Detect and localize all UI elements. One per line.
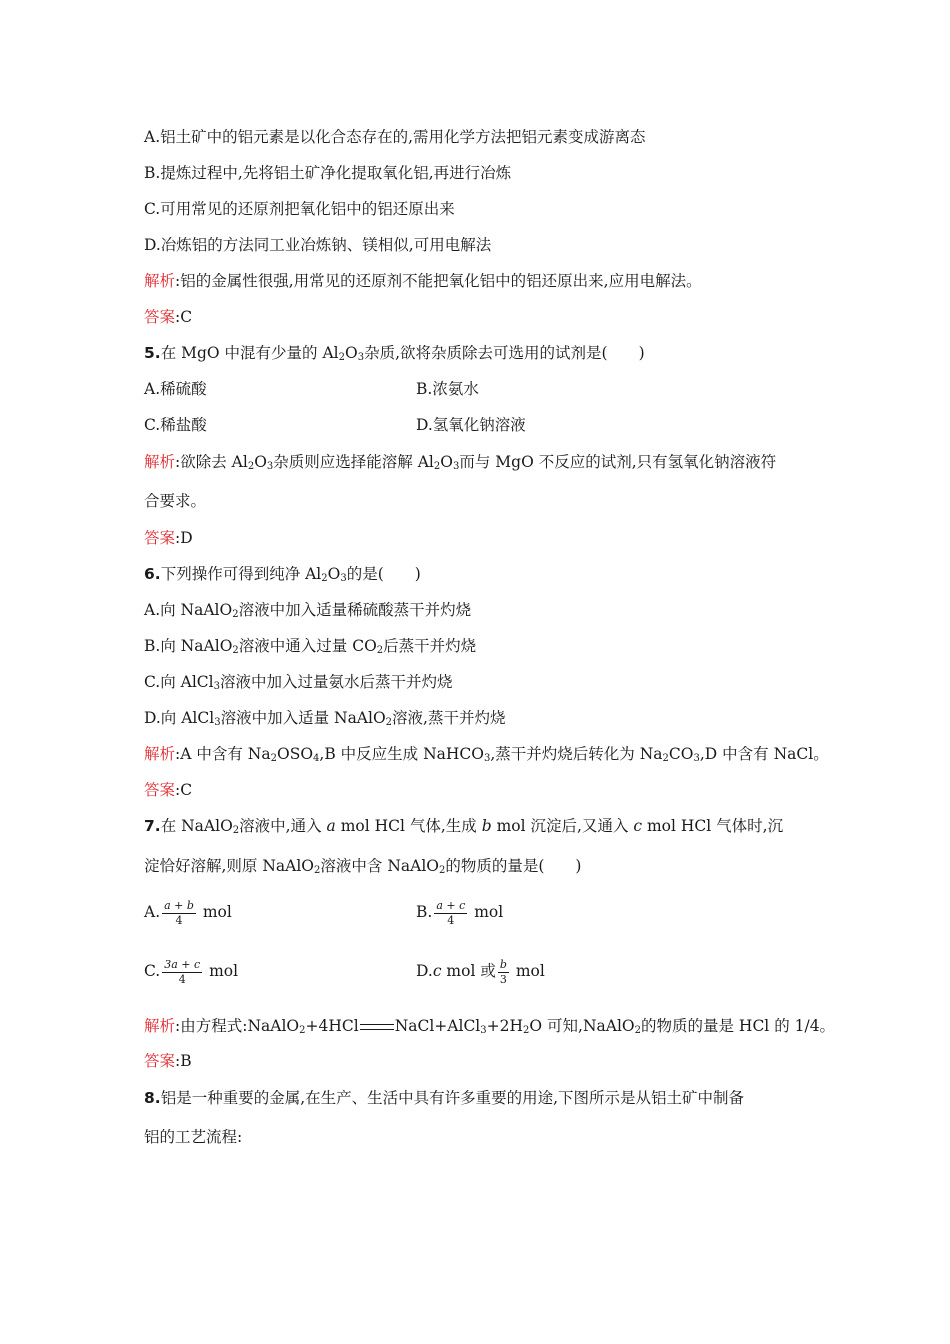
analysis-text: +4HCl [305,1017,359,1035]
subscript: 2 [299,1025,306,1036]
q5-analysis [144,451,776,473]
answer-label: 答案 [144,308,176,326]
option-text: C.向 AlCl [144,673,214,691]
q6-option-b [144,635,476,657]
unit: mol [510,962,545,980]
q4-option-b: B.提炼过程中,先将铝土矿净化提取氧化铝,再进行冶炼 [144,164,512,182]
q5-analysis-line2: 合要求。 [144,492,207,510]
analysis-text: :A 中含有 Na [175,745,271,763]
stem-text: 下列操作可得到纯净 Al [160,565,322,583]
q4-option-c: C.可用常见的还原剂把氧化铝中的铝还原出来 [144,200,455,218]
answer-value: :C [175,308,193,326]
subscript: 2 [321,573,328,584]
option-text: 后蒸干并灼烧 [383,637,477,655]
subscript: 3 [213,681,221,692]
q6-analysis: 解析:A 中含有 $Na_2OSO_4,B$ 中反应生成 NaHCO$_3$,蒸干并灼烧后转化为 $Na_2CO_3,D$ 中含有 NaCl。 [144,745,829,764]
stem-text: 的是( ) [346,565,421,583]
analysis-label: 解析 [144,453,176,471]
option-text: B.向 NaAlO [144,637,233,655]
subscript: 3 [340,573,347,584]
subscript: 2 [439,865,446,876]
q4-answer [144,306,192,328]
analysis-text: O [680,745,694,763]
option-label: A. [144,903,161,921]
q6-option-d [144,707,505,729]
subscript: 2 [232,609,239,620]
stem-text: 溶液中,通入 [239,817,327,835]
analysis-text: ,蒸干并灼烧后转化为 Na [490,745,663,763]
subscript: 2 [232,825,240,836]
subscript: 2 [338,352,345,363]
q7-option-c [144,957,239,986]
variable-c: c [432,962,442,980]
subscript: 2 [232,645,239,656]
answer-label: 答案 [144,529,176,547]
unit: mol [197,903,232,921]
question-number: 8. [144,1089,161,1107]
analysis-text: :铝的金属性很强,用常见的还原剂不能把氧化铝中的铝还原出来,应用电解法。 [175,272,702,290]
subscript: 4 [313,753,320,764]
subscript: 3 [480,1025,487,1036]
unit: mol [469,903,504,921]
analysis-text: ,D 中含有 NaCl。 [699,745,829,763]
fraction-numerator: a + b [164,898,194,912]
analysis-text: :欲除去 Al [175,453,248,471]
analysis-text: O [440,453,453,471]
answer-value: :D [175,529,193,547]
subscript: 3 [214,717,221,728]
option-text: 溶液中加入适量稀硫酸蒸干并灼烧 [238,601,472,619]
answer-label: 答案 [144,781,176,799]
answer-value: :B [175,1052,192,1070]
reaction-equals-sign [360,1024,394,1030]
q5-option-b: B.浓氨水 [416,380,479,398]
analysis-text: ,B 中反应生成 NaHCO [319,745,484,763]
option-text: mol 或 [441,962,496,980]
analysis-text: NaCl+AlCl [394,1017,481,1035]
q7-options-row1 [144,897,504,928]
subscript: 3 [266,461,274,472]
q7-option-b [416,897,503,928]
subscript: 3 [483,753,491,764]
q6-option-c [144,671,453,693]
q7-option-a [144,898,232,927]
q7-answer [144,1050,192,1072]
q6-stem [144,563,421,585]
option-text: 溶液,蒸干并灼烧 [392,709,506,727]
fraction-denominator: 3 [499,972,507,986]
stem-text: 溶液中含 NaAlO [320,857,439,875]
stem-text: 淀恰好溶解,则原 NaAlO [144,857,315,875]
option-text: 溶液中通入过量 CO [238,637,377,655]
analysis-text: 而与 MgO 不反应的试剂,只有氢氧化钠溶液符 [459,453,777,471]
fraction-denominator: 4 [178,972,186,986]
question-number: 6. [144,565,161,583]
q4-option-d: D.冶炼铝的方法同工业冶炼钠、镁相似,可用电解法 [144,236,492,254]
analysis-text: 的物质的量是 HCl 的 1/4。 [641,1017,836,1035]
q5-stem [144,342,645,364]
subscript: 2 [247,461,255,472]
q5-answer [144,527,193,549]
q4-option-a: A.铝土矿中的铝元素是以化合态存在的,需用化学方法把铝元素变成游离态 [144,128,646,146]
variable-c: c [633,817,643,835]
question-number: 7. [144,817,161,835]
analysis-text: :由方程式:NaAlO [175,1017,300,1035]
stem-text: 杂质,欲将杂质除去可选用的试剂是( ) [364,344,645,362]
stem-text: 铝是一种重要的金属,在生产、生活中具有许多重要的用途,下图所示是从铝土矿中制备 [160,1089,745,1107]
analysis-label: 解析 [144,1017,176,1035]
analysis-label: 解析 [144,272,176,290]
subscript: 2 [634,1025,641,1036]
fraction [498,958,509,987]
stem-text: mol HCl 气体时,沉 [642,817,784,835]
option-text: D.向 AlCl [144,709,215,727]
fraction-numerator: a + c [436,898,466,912]
unit: mol [204,962,239,980]
variable-b: b [481,817,492,835]
stem-text: mol 沉淀后,又通入 [491,817,634,835]
subscript: 2 [662,753,669,764]
q7-analysis [144,1015,835,1037]
fraction [162,899,196,928]
answer-value: :C [175,781,193,799]
fraction-numerator: b [499,957,507,971]
stem-text: mol HCl 气体,生成 [335,817,482,835]
q8-stem [144,1087,744,1109]
analysis-text: 杂质则应选择能溶解 Al [273,453,434,471]
analysis-label: 解析 [144,745,176,763]
q7-stem-line2 [144,855,581,877]
variable-a: a [326,817,336,835]
subscript: 2 [385,717,393,728]
option-text: A.向 NaAlO [144,601,233,619]
fraction-denominator: 4 [175,913,183,927]
analysis-text: O 可知,NaAlO [529,1017,635,1035]
analysis-text: O [254,453,267,471]
fraction [162,958,202,987]
subscript: 3 [452,461,460,472]
subscript: 2 [523,1025,530,1036]
subscript: 2 [433,461,441,472]
q6-answer [144,779,192,801]
fraction-numerator: 3a + c [164,957,201,971]
stem-text: O [327,565,341,583]
subscript: 3 [693,753,700,764]
stem-text: 的物质的量是( ) [445,857,582,875]
stem-text: 在 NaAlO [160,817,233,835]
subscript: 2 [376,645,384,656]
analysis-text: +2H [486,1017,524,1035]
option-label: D. [416,962,433,980]
analysis-text: O [300,745,314,763]
fraction-denominator: 4 [447,913,455,927]
subscript: 2 [314,865,321,876]
option-label: B. [416,903,433,921]
answer-label: 答案 [144,1052,176,1070]
q8-stem-line2: 铝的工艺流程: [144,1128,243,1146]
q6-option-a [144,599,471,621]
subscript: 2 [270,753,277,764]
q7-option-d [416,956,545,987]
option-text: 溶液中加入过量氨水后蒸干并灼烧 [220,673,453,691]
q5-option-d: D.氢氧化钠溶液 [416,416,526,434]
q5-options-row1 [144,378,479,400]
q7-stem [144,815,783,837]
q5-option-c: C.稀盐酸 [144,416,207,434]
stem-text: O [345,344,358,362]
q5-options-row2 [144,414,526,436]
subscript: 3 [357,352,365,363]
q4-analysis [144,270,702,292]
stem-text: 在 MgO 中混有少量的 Al [160,344,339,362]
option-text: 溶液中加入适量 NaAlO [220,709,386,727]
analysis-text: O [276,745,290,763]
fraction [434,899,467,928]
q5-option-a: A.稀硫酸 [144,380,207,398]
option-label: C. [144,962,161,980]
q7-options-row2 [144,956,545,987]
question-number: 5. [144,344,161,362]
